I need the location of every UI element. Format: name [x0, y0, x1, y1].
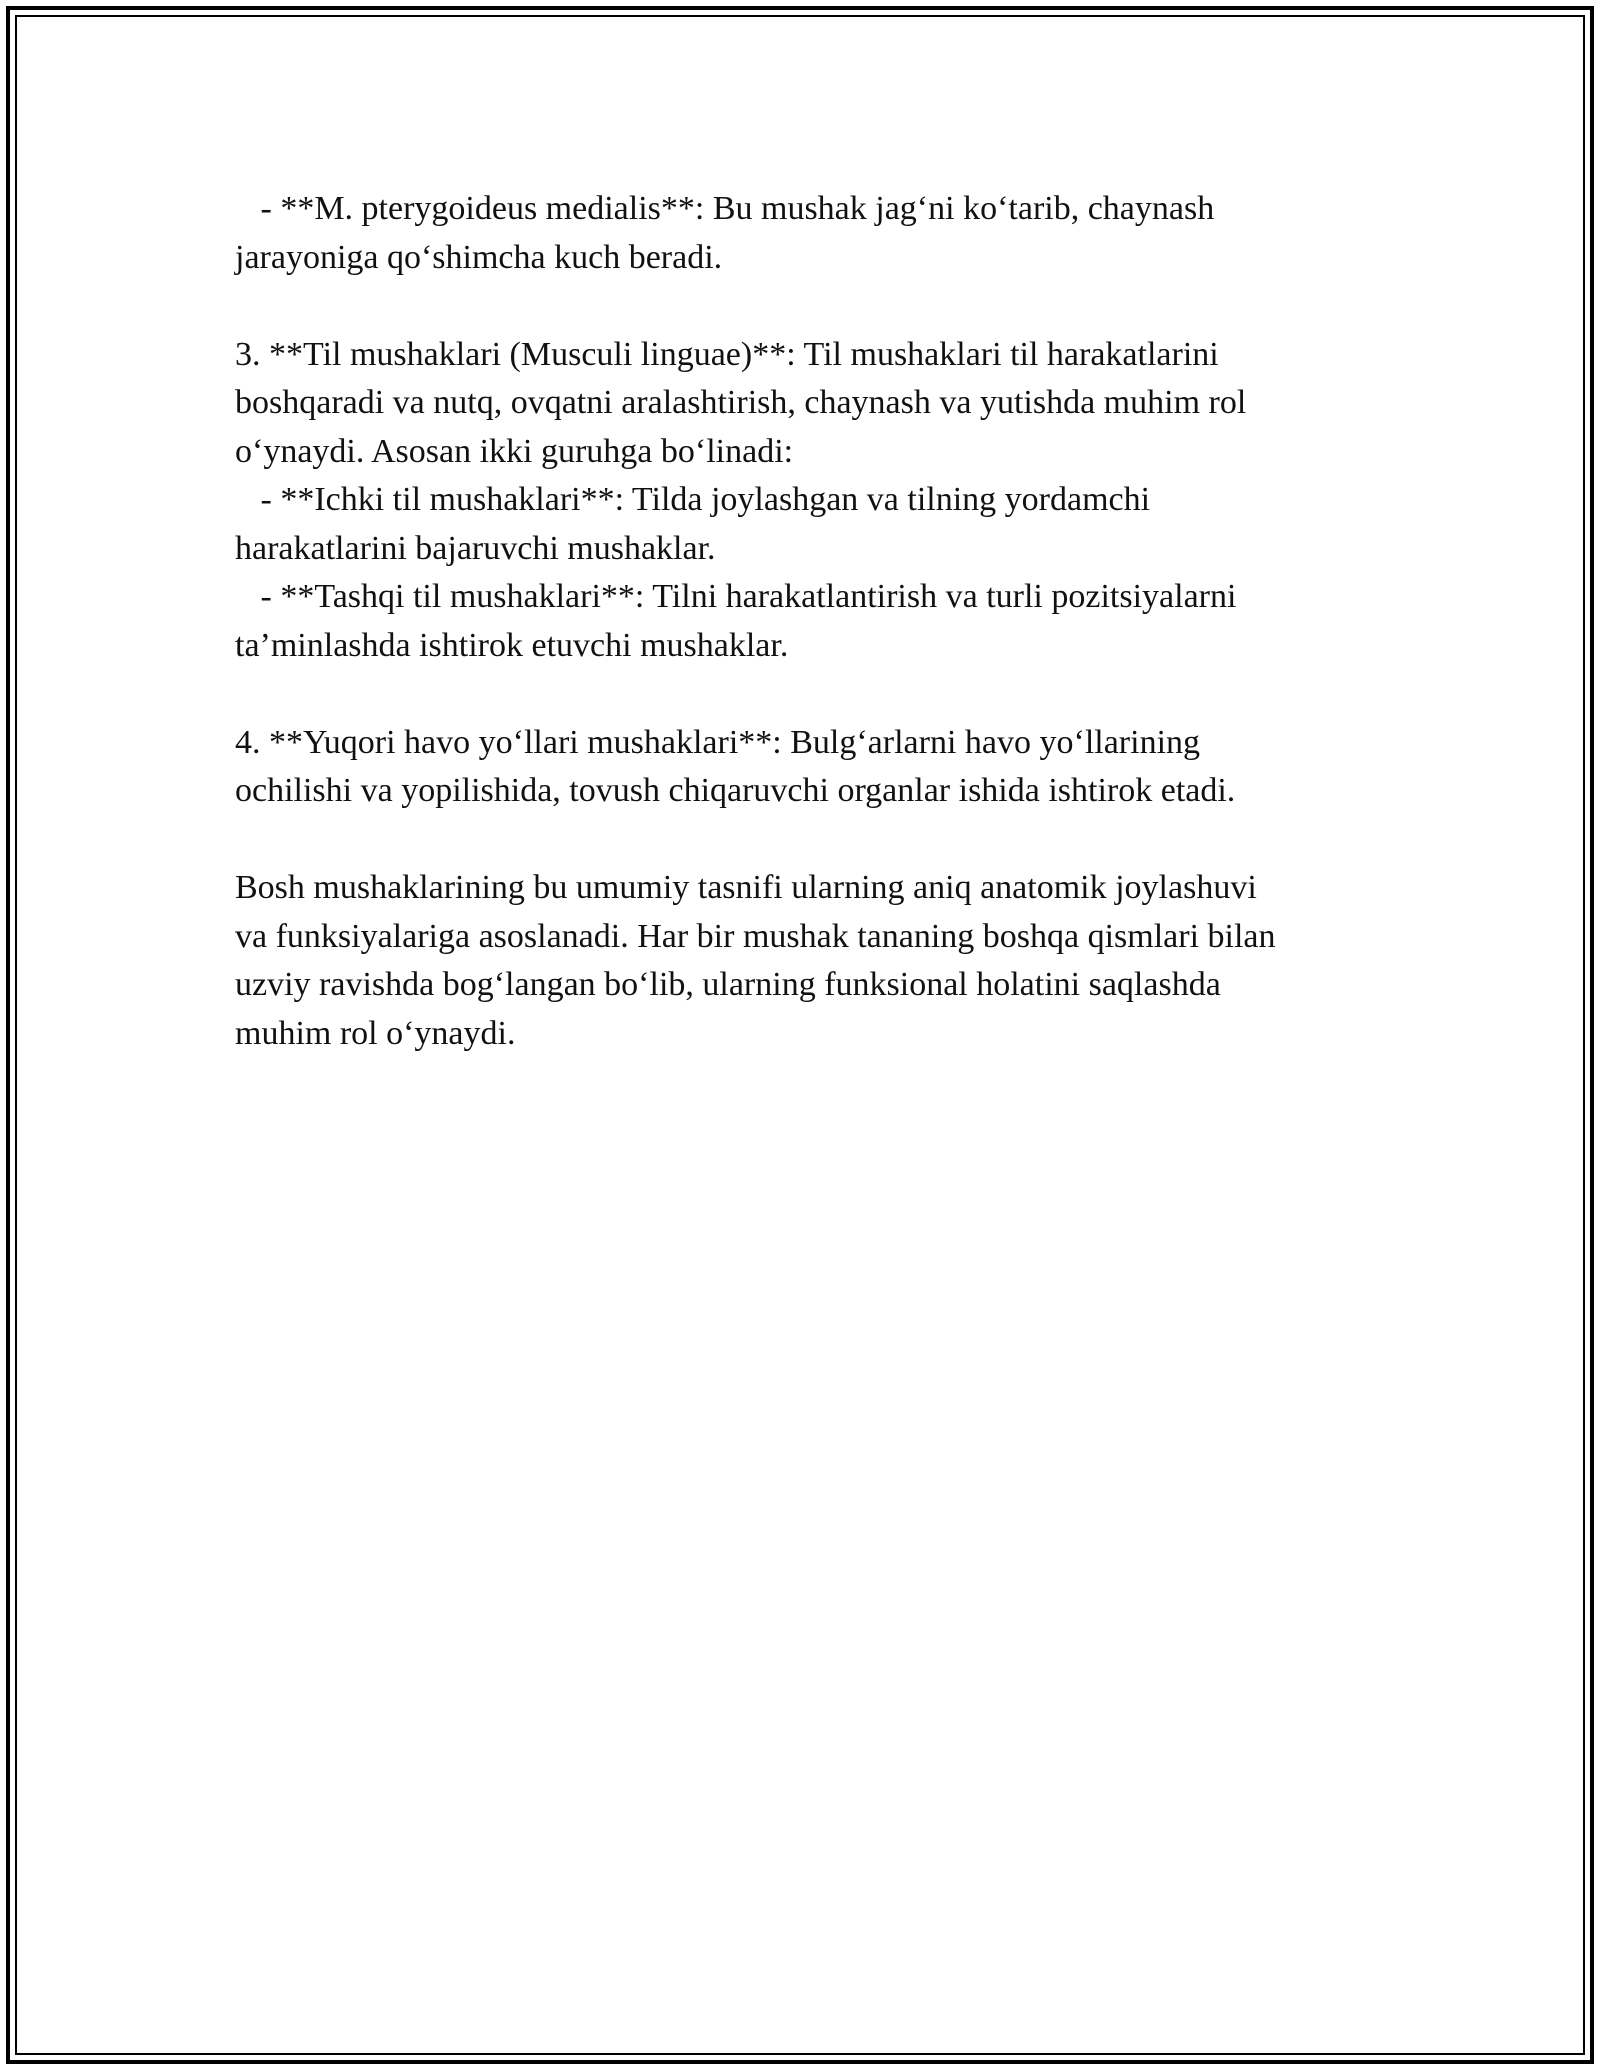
document-body	[235, 185, 1385, 1107]
text-line: va funksiyalariga asoslanadi. Har bir mushak tananing boshqa qismlari bilan	[235, 917, 1276, 955]
text-line: o‘ynaydi. Asosan ikki guruhga bo‘linadi:	[235, 432, 794, 470]
text-line: 4. **Yuqori havo yo‘llari mushaklari**: Bulg‘arlarni havo yo‘llarining	[235, 723, 1201, 761]
text-line: Bosh mushaklarining bu umumiy tasnifi ularning aniq anatomik joylashuvi	[235, 869, 1257, 906]
paragraph-pterygoideus	[235, 185, 1385, 282]
text-line: uzviy ravishda bog‘langan bo‘lib, ularning funksional holatini saqlashda	[235, 966, 1221, 1003]
text-line: harakatlarini bajaruvchi mushaklar.	[235, 529, 716, 567]
text-line: ochilishi va yopilishida, tovush chiqaruvchi organlar ishida ishtirok etadi.	[235, 772, 1236, 809]
text-line: jarayoniga qo‘shimcha kuch beradi.	[235, 238, 723, 276]
paragraph-havo-yollari	[235, 719, 1385, 816]
text-line: 3. **Til mushaklari (Musculi linguae)**: Til mushaklari til harakatlarini	[235, 335, 1219, 373]
text-line: - **Tashqi til mushaklari**: Tilni harakatlantirish va turli pozitsiyalarni	[235, 578, 1237, 615]
text-line: - **Ichki til mushaklari**: Tilda joylashgan va tilning yordamchi	[235, 481, 1151, 518]
text-line: - **M. pterygoideus medialis**: Bu mushak jag‘ni ko‘tarib, chaynash	[235, 190, 1215, 227]
text-line: boshqaradi va nutq, ovqatni aralashtirish, chaynash va yutishda muhim rol	[235, 384, 1247, 421]
text-line: ta’minlashda ishtirok etuvchi mushaklar.	[235, 626, 789, 664]
paragraph-til-mushaklari	[235, 331, 1385, 671]
text-line: muhim rol o‘ynaydi.	[235, 1014, 516, 1052]
paragraph-summary	[235, 864, 1385, 1058]
